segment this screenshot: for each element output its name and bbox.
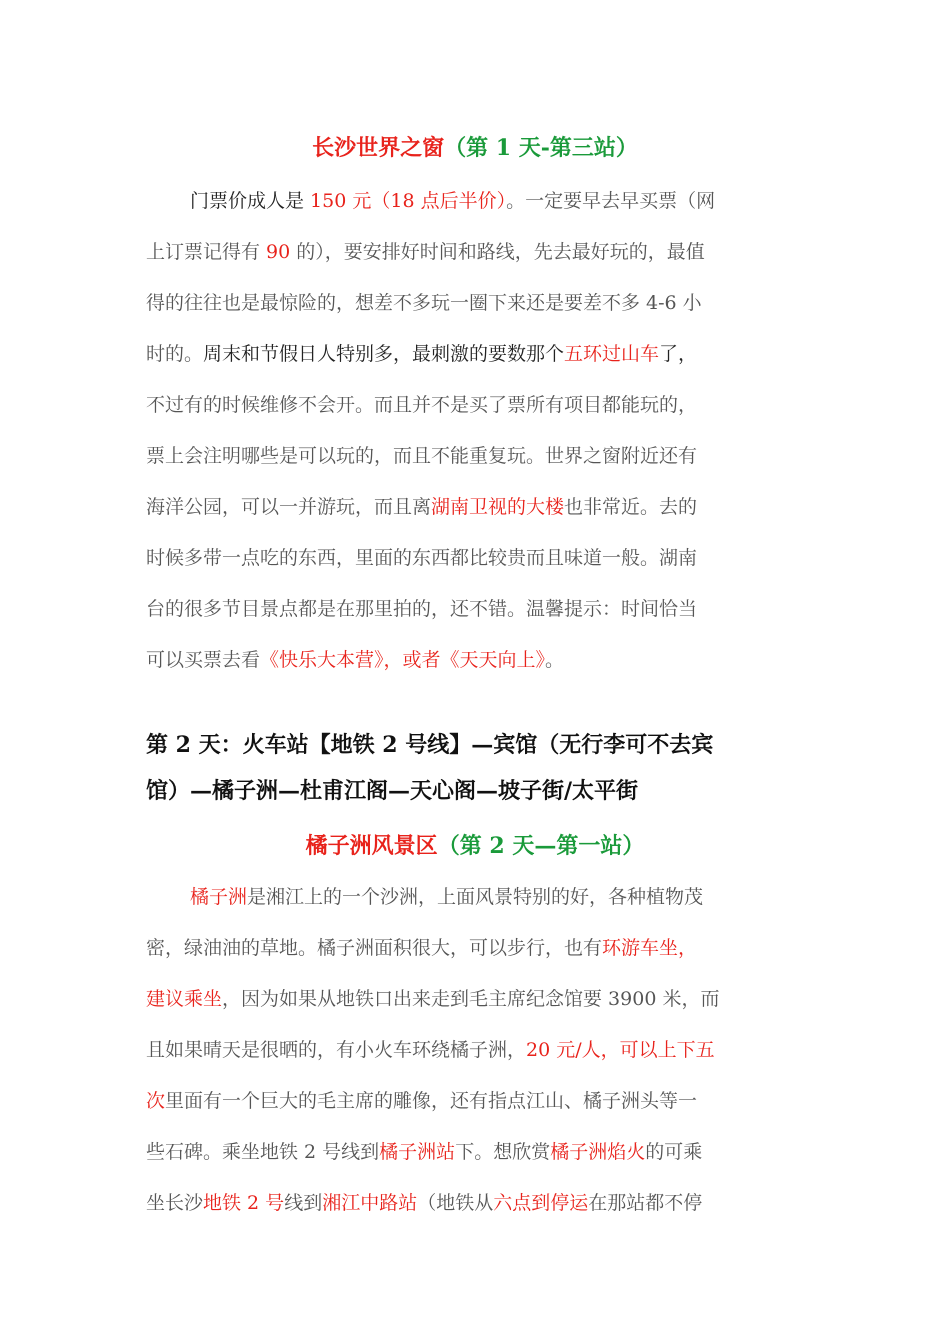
body-text: 不过有的时候维修不会开。而且并不是买了票所有项目都能玩的， [146, 394, 698, 416]
body-text: 的），要安排好时间和路线，先去最好玩的，最值 [290, 241, 705, 263]
body-text: 的可乘 [645, 1141, 703, 1163]
body-text: 。 [545, 649, 565, 671]
highlight-text: 湘江中路站 [322, 1192, 418, 1214]
section1-subtitle: （第 1 天-第三站） [444, 135, 638, 161]
body-text: ，因为如果从地铁口出来走到毛主席纪念馆要 3900 米，而 [222, 988, 720, 1010]
body-text: 票上会注明哪些是可以玩的，而且不能重复玩。世界之窗附近还有 [146, 445, 698, 467]
body-text: 密，绿油油的草地。橘子洲面积很大，可以步行，也有 [146, 937, 603, 959]
body-text: 可以买票去看 [146, 649, 261, 671]
paragraph-line [146, 974, 811, 1025]
highlight-text: 橘子洲 [190, 886, 248, 908]
paragraph-line [146, 1025, 811, 1076]
paragraph-line [146, 533, 811, 584]
paragraph-line [146, 227, 811, 278]
section2-title: 橘子洲风景区 [305, 833, 438, 859]
body-text: 时候多带一点吃的东西，里面的东西都比较贵而且味道一般。湖南 [146, 547, 698, 569]
body-text: 坐长沙 [146, 1192, 204, 1214]
body-text: 了， [659, 343, 698, 365]
day2-route-line: 馆）—橘子洲—杜甫江阁—天心阁—坡子街/太平街 [146, 778, 639, 804]
paragraph-line [146, 278, 811, 329]
body-text: 里面有一个巨大的毛主席的雕像，还有指点江山、橘子洲头等一 [165, 1090, 698, 1112]
highlight-text: 150 元（18 点后半价） [310, 190, 507, 212]
body-text: 线到 [284, 1192, 323, 1214]
paragraph-line [146, 584, 811, 635]
section1-paragraph [146, 176, 811, 686]
highlight-text: 《快乐大本营》，或者《天天向上》 [260, 649, 546, 671]
paragraph-line [146, 431, 811, 482]
day2-route-title [146, 722, 811, 814]
section1-title: 长沙世界之窗 [312, 135, 445, 161]
paragraph-line [146, 1076, 811, 1127]
body-text: 台的很多节目景点都是在那里拍的，还不错。温馨提示：时间恰当 [146, 598, 698, 620]
body-text: 门票价成人是 [190, 190, 311, 212]
paragraph-line [146, 380, 811, 431]
paragraph-line [146, 1178, 811, 1229]
body-text: 是湘江上的一个沙洲，上面风景特别的好，各种植物茂 [247, 886, 704, 908]
paragraph-line [146, 1127, 811, 1178]
highlight-text: 环游车坐， [602, 937, 698, 959]
paragraph-line [146, 329, 811, 380]
highlight-text: 湖南卫视的大楼 [431, 496, 565, 518]
highlight-text: 橘子洲焰火 [550, 1141, 646, 1163]
body-text: 也非常近。去的 [564, 496, 698, 518]
body-text: 下。想欣赏 [455, 1141, 551, 1163]
section2-subtitle: （第 2 天—第一站） [437, 833, 645, 859]
highlight-text: 次 [146, 1090, 166, 1112]
highlight-text: 20 元/人，可以上下五 [526, 1039, 715, 1061]
body-text: 时的。 [146, 343, 204, 365]
highlight-text: 建议乘坐 [146, 988, 223, 1010]
body-text: 。一定要早去早买票（网 [506, 190, 716, 212]
body-text: 周末和节假日人特别多，最刺激的要数那个 [203, 343, 565, 365]
day2-route-line: 第 2 天：火车站【地铁 2 号线】—宾馆（无行李可不去宾 [146, 732, 714, 758]
paragraph-line [146, 923, 811, 974]
section1-heading [0, 133, 950, 163]
paragraph-line [146, 176, 811, 227]
highlight-text: 五环过山车 [564, 343, 660, 365]
section2-heading [0, 831, 950, 861]
paragraph-line [146, 482, 811, 533]
paragraph-line [146, 872, 811, 923]
highlight-text: 六点到停运 [493, 1192, 589, 1214]
highlight-text: 橘子洲站 [379, 1141, 456, 1163]
paragraph-line [146, 635, 811, 686]
body-text: （地铁从 [417, 1192, 494, 1214]
body-text: 在那站都不停 [588, 1192, 703, 1214]
body-text: 且如果晴天是很晒的，有小火车环绕橘子洲， [146, 1039, 527, 1061]
body-text: 上订票记得有 [146, 241, 267, 263]
body-text: 海洋公园，可以一并游玩，而且离 [146, 496, 432, 518]
highlight-text: 地铁 2 号 [203, 1192, 285, 1214]
highlight-text: 90 [266, 241, 291, 263]
section2-paragraph [146, 872, 811, 1229]
body-text: 得的往往也是最惊险的，想差不多玩一圈下来还是要差不多 4-6 小 [146, 292, 702, 314]
body-text: 些石碑。乘坐地铁 2 号线到 [146, 1141, 380, 1163]
